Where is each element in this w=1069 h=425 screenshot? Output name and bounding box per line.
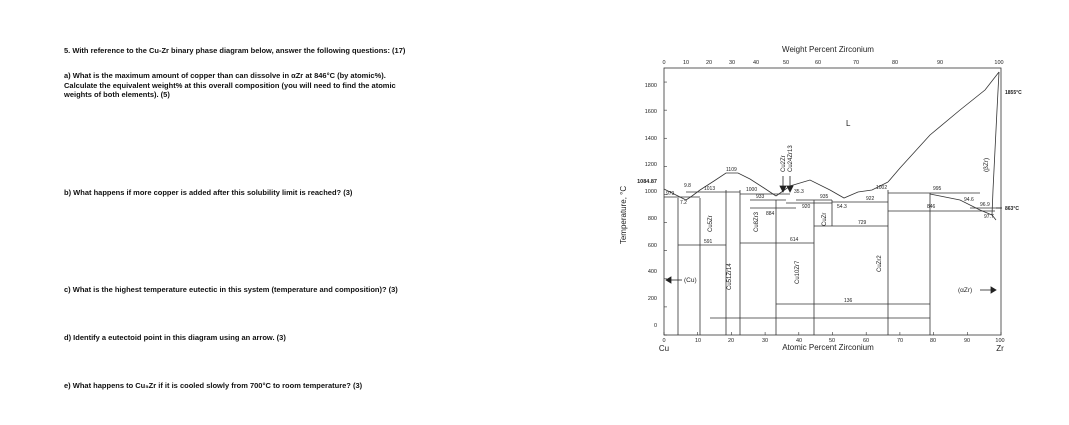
y-tick-1400: 1400: [644, 136, 657, 142]
phase-cuzr2: CuZr2: [877, 255, 883, 272]
label-9-8: 9.8: [684, 183, 691, 189]
label-136: 136: [844, 298, 853, 304]
y-tick-800: 800: [647, 216, 657, 222]
label-1002: 1002: [876, 185, 888, 191]
label-54-3: 54.3: [837, 204, 847, 210]
y-tick-1200: 1200: [644, 162, 657, 168]
question-a-line3: weights of both elements). (5): [64, 90, 170, 99]
top-tick-70: 70: [852, 60, 860, 66]
phase-beta-zr: (βZr): [983, 157, 990, 172]
phase-cu2zr-top: Cu2Zr: [781, 155, 787, 172]
label-1013: 1013: [704, 186, 716, 192]
label-35-3: 35.3: [794, 189, 804, 195]
label-591: 591: [704, 239, 713, 245]
top-tick-80: 80: [891, 60, 899, 66]
phase-diagram: [600, 40, 1040, 365]
y-tick-400: 400: [647, 269, 657, 275]
question-c: c) What is the highest temperature eutectic in this system (temperature and composition)? (3): [64, 285, 398, 294]
label-94-6: 94.6: [964, 197, 974, 203]
label-614: 614: [790, 237, 799, 243]
phase-cu51zr14: Cu51Zr14: [727, 263, 733, 290]
y-tick-600: 600: [647, 243, 657, 249]
label-922: 922: [866, 196, 875, 202]
phase-cu10zr7: Cu10Zr7: [795, 260, 801, 284]
eutectoid-temp-label: 863°C: [1005, 206, 1019, 212]
top-tick-100: 100: [994, 60, 1004, 66]
top-tick-0: 0: [662, 60, 666, 66]
bottom-tick-labels: [662, 338, 1004, 344]
left-element-label: Cu: [658, 344, 670, 353]
phase-alpha-zr: (αZr): [958, 287, 973, 294]
label-7-2: 7.2: [680, 200, 687, 206]
bottom-tick-50: 50: [828, 338, 836, 344]
question-a-line2: Calculate the equivalent weight% at this overall composition (you will need to find the atomic: [64, 80, 396, 90]
label-97-7: 97.7: [984, 214, 994, 220]
phase-lines: [664, 72, 1001, 335]
label-1109: 1109: [726, 167, 737, 173]
top-tick-10: 10: [682, 60, 690, 66]
y-tick-1000: 1000: [644, 189, 657, 195]
bottom-tick-30: 30: [761, 338, 769, 344]
y-tick-1800: 1800: [644, 83, 657, 89]
label-995: 995: [933, 186, 942, 192]
label-979: 979: [666, 191, 675, 197]
bottom-axis-label: Atomic Percent Zirconium: [782, 343, 874, 352]
plot-frame: [664, 68, 1001, 335]
question-d: d) Identify a eutectoid point in this diagram using an arrow. (3): [64, 333, 286, 342]
phase-cuzr: CuZr: [822, 212, 828, 226]
label-96-9: 96.9: [980, 202, 990, 208]
phase-arrows: [666, 208, 1002, 293]
bottom-tick-80: 80: [929, 338, 937, 344]
temperature-labels: [666, 90, 1022, 304]
top-tick-60: 60: [814, 60, 822, 66]
bottom-tick-90: 90: [963, 338, 971, 344]
y-tick-labels: [637, 83, 657, 329]
phase-cu5zr: Cu5Zr: [708, 215, 714, 232]
axis-ticks: [664, 82, 1001, 335]
y-axis-label: Temperature, °C: [619, 185, 628, 245]
y-tick-0: 0: [653, 323, 657, 329]
phase-cu24zr13-top: Cu24Zr13: [788, 145, 794, 172]
top-tick-90: 90: [936, 60, 944, 66]
phase-cu8zr3: Cu8Zr3: [754, 211, 760, 232]
question-title: 5. With reference to the Cu-Zr binary phase diagram below, answer the following questions: (17): [64, 46, 406, 55]
label-884: 884: [766, 211, 775, 217]
question-a: [64, 71, 484, 100]
label-729: 729: [858, 220, 867, 226]
label-846: 846: [927, 204, 936, 210]
bottom-tick-70: 70: [896, 338, 904, 344]
top-tick-40: 40: [752, 60, 760, 66]
top-tick-20: 20: [705, 60, 713, 66]
y-tick-1600: 1600: [644, 109, 657, 115]
bottom-tick-40: 40: [795, 338, 803, 344]
top-tick-50: 50: [782, 60, 790, 66]
cu-melting-label: 1084.87: [637, 179, 657, 185]
label-935: 935: [820, 194, 829, 200]
zr-melting-label: 1855°C: [1005, 90, 1022, 96]
y-tick-200: 200: [647, 296, 657, 302]
bottom-tick-10: 10: [694, 338, 702, 344]
label-1000: 1000: [746, 187, 758, 193]
right-element-label: Zr: [996, 344, 1004, 353]
top-arrows: [780, 176, 793, 192]
bottom-tick-20: 20: [727, 338, 735, 344]
bottom-tick-100: 100: [995, 338, 1005, 344]
question-a-line1: a) What is the maximum amount of copper than can dissolve in αZr at 846°C (by atomic%).: [64, 71, 386, 80]
label-920: 920: [802, 204, 811, 210]
question-e: e) What happens to Cu₅Zr if it is cooled slowly from 700°C to room temperature? (3): [64, 381, 363, 390]
top-tick-labels: [662, 60, 1003, 66]
top-tick-30: 30: [728, 60, 736, 66]
question-b: b) What happens if more copper is added after this solubility limit is reached? (3): [64, 188, 353, 197]
top-axis-label: Weight Percent Zirconium: [782, 45, 874, 54]
label-933: 933: [756, 194, 765, 200]
bottom-tick-0: 0: [662, 338, 666, 344]
bottom-tick-60: 60: [862, 338, 870, 344]
phase-liquid: L: [846, 119, 851, 128]
phase-cu-solid: (Cu): [684, 277, 697, 284]
beta-zr-solvus: [992, 72, 999, 220]
